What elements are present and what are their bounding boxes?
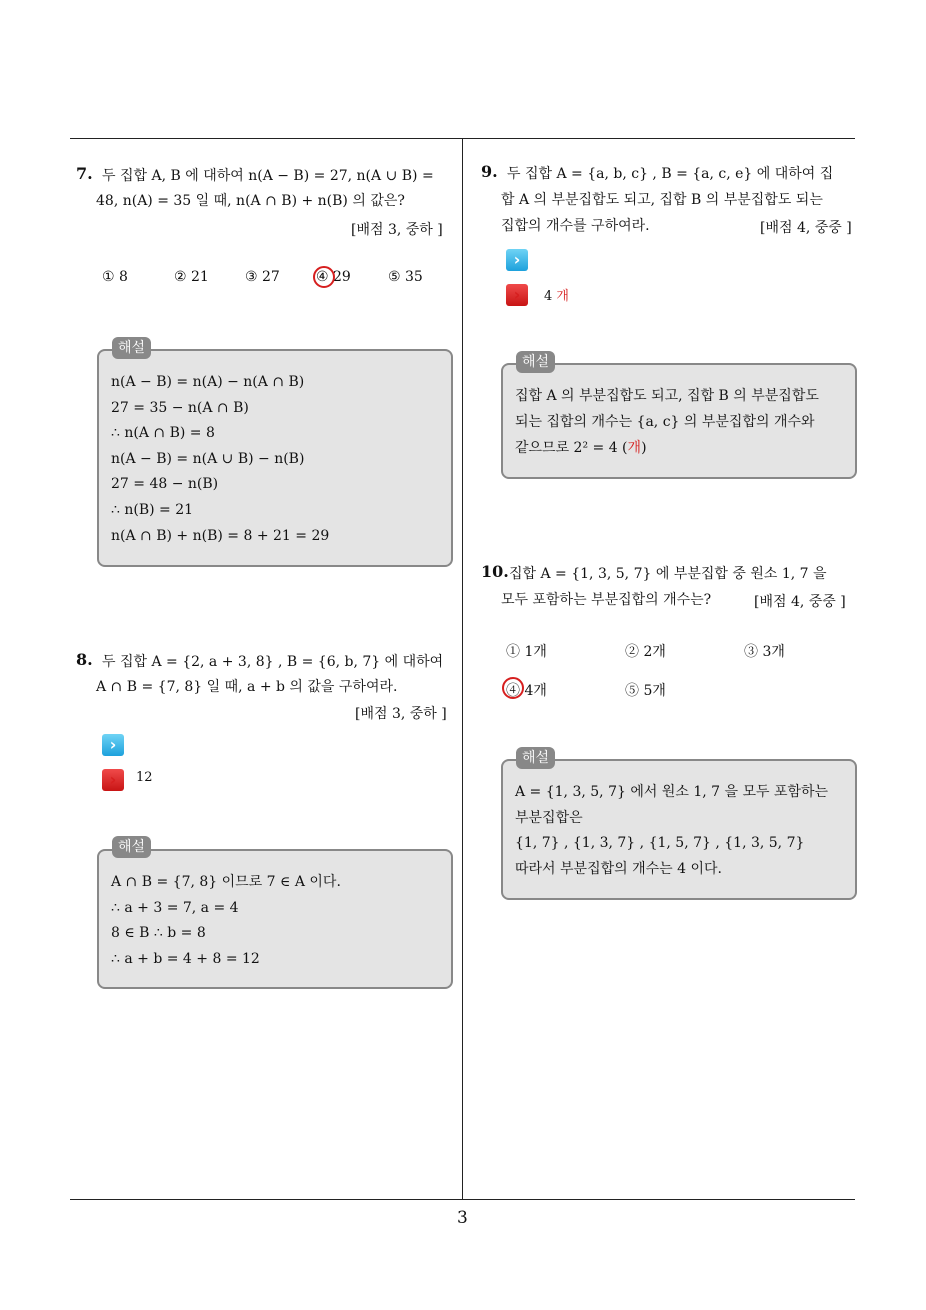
solution-line: n(A ∩ B) + n(B) = 8 + 21 = 29	[111, 528, 330, 544]
solution-line: {1, 7} , {1, 3, 7} , {1, 5, 7} , {1, 3, 5, 7}	[515, 835, 805, 851]
answer-icon[interactable]: ›	[102, 769, 124, 791]
question-text-line: 48, n(A) = 35 일 때, n(A ∩ B) + n(B) 의 값은?	[96, 193, 405, 209]
solution-line: 부분집합은	[515, 810, 583, 826]
page-number: 3	[457, 1208, 468, 1228]
answer-reveal-icon[interactable]: ›	[506, 249, 528, 271]
question-number: 7.	[76, 164, 93, 183]
selected-answer-mark	[313, 266, 335, 288]
answer-value: 12	[136, 770, 153, 785]
score-difficulty: [배점 4, 중중 ]	[760, 220, 852, 236]
solution-line: ∴ n(A ∩ B) = 8	[111, 425, 215, 441]
choice-5[interactable]: ⑤ 35	[388, 269, 423, 285]
question-number: 10.	[481, 562, 509, 581]
question-text-line: 모두 포함하는 부분집합의 개수는?	[501, 592, 712, 608]
score-difficulty: [배점 4, 중중 ]	[754, 594, 846, 610]
solution-line: ∴ n(B) = 21	[111, 502, 194, 518]
solution-line: n(A − B) = n(A ∪ B) − n(B)	[111, 451, 305, 467]
solution-line: 되는 집합의 개수는 {a, c} 의 부분집합의 개수와	[515, 414, 815, 430]
choice-1[interactable]: ① 8	[102, 269, 128, 285]
selected-answer-mark	[502, 677, 524, 699]
solution-line: 8 ∈ B ∴ b = 8	[111, 925, 206, 941]
bottom-rule	[70, 1199, 855, 1200]
solution-tag: 해설	[112, 836, 151, 858]
solution-line: ∴ a + 3 = 7, a = 4	[111, 900, 239, 916]
solution-line: 27 = 35 − n(A ∩ B)	[111, 400, 249, 416]
question-text-line: 합 A 의 부분집합도 되고, 집합 B 의 부분집합도 되는	[501, 192, 823, 208]
score-difficulty: [배점 3, 중하 ]	[355, 706, 447, 722]
choice-5[interactable]: ⑤ 5개	[625, 683, 666, 699]
column-divider	[462, 138, 463, 1200]
solution-box	[97, 849, 453, 989]
question-text-line: 두 집합 A, B 에 대하여 n(A − B) = 27, n(A ∪ B) =	[102, 168, 434, 184]
choice-3[interactable]: ③ 27	[245, 269, 280, 285]
choice-4[interactable]: ④ 4개	[506, 683, 547, 699]
solution-line: 27 = 48 − n(B)	[111, 476, 219, 492]
answer-unit: 개	[556, 289, 569, 304]
solution-line: 따라서 부분집합의 개수는 4 이다.	[515, 861, 722, 877]
solution-tag: 해설	[516, 747, 555, 769]
solution-line: n(A − B) = n(A) − n(A ∩ B)	[111, 374, 305, 390]
solution-line: 같으므로 2² = 4 (개)	[515, 440, 647, 456]
solution-box	[501, 759, 857, 900]
question-text-line: 두 집합 A = {a, b, c} , B = {a, c, e} 에 대하여 집	[507, 166, 834, 182]
solution-line: A ∩ B = {7, 8} 이므로 7 ∈ A 이다.	[111, 874, 341, 890]
solution-line: ∴ a + b = 4 + 8 = 12	[111, 951, 260, 967]
question-text-line: 집합 A = {1, 3, 5, 7} 에 부분집합 중 원소 1, 7 을	[509, 566, 827, 582]
solution-box	[97, 349, 453, 567]
question-text-line: 두 집합 A = {2, a + 3, 8} , B = {6, b, 7} 에 대하여	[102, 654, 444, 670]
choice-2[interactable]: ② 2개	[625, 644, 666, 660]
solution-box	[501, 363, 857, 479]
question-number: 9.	[481, 162, 498, 181]
question-number: 8.	[76, 650, 93, 669]
answer-icon[interactable]: ›	[506, 284, 528, 306]
question-text-line: A ∩ B = {7, 8} 일 때, a + b 의 값을 구하여라.	[96, 679, 398, 695]
question-text-line: 집합의 개수를 구하여라.	[501, 218, 650, 234]
solution-line: A = {1, 3, 5, 7} 에서 원소 1, 7 을 모두 포함하는	[515, 784, 829, 800]
answer-reveal-icon[interactable]: ›	[102, 734, 124, 756]
choice-2[interactable]: ② 21	[174, 269, 209, 285]
solution-line: 집합 A 의 부분집합도 되고, 집합 B 의 부분집합도	[515, 388, 819, 404]
choice-3[interactable]: ③ 3개	[744, 644, 785, 660]
choice-1[interactable]: ① 1개	[506, 644, 547, 660]
solution-tag: 해설	[516, 351, 555, 373]
choice-4[interactable]: ④ 29	[316, 269, 351, 285]
answer-value: 4 개	[544, 289, 569, 304]
solution-tag: 해설	[112, 337, 151, 359]
score-difficulty: [배점 3, 중하 ]	[351, 222, 443, 238]
